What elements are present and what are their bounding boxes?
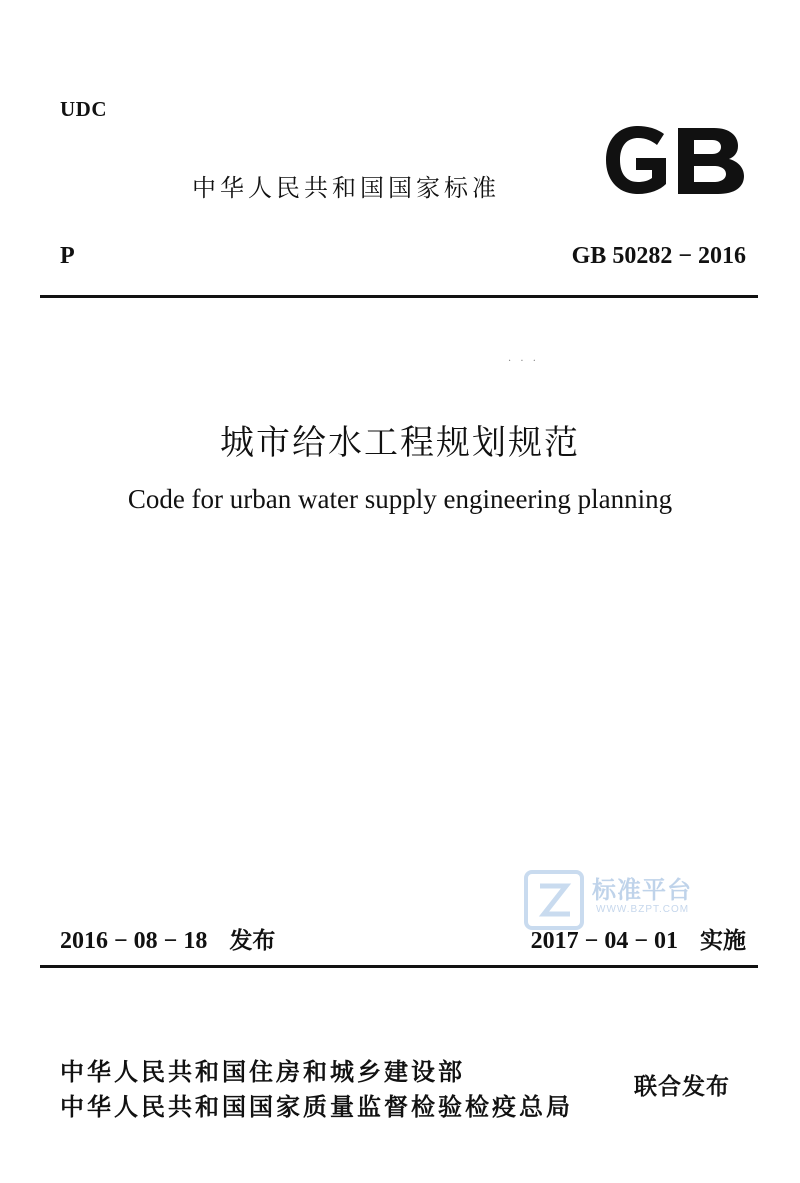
issuer-ministry: 中华人民共和国住房和城乡建设部 [60,1058,465,1086]
effective-date-line [531,922,746,955]
issue-date: 2016 − 08 − 18 [60,928,208,954]
gb-logo-icon [602,124,748,196]
issue-date-line [60,922,275,955]
classification-code: P [60,243,75,269]
issue-label: 发布 [229,928,276,954]
standard-number: GB 50282 − 2016 [571,243,746,269]
watermark-text: 标准平台 [592,876,692,904]
scan-speckle: · · · [508,356,539,367]
joint-issue-label: 联合发布 [634,1074,730,1100]
effective-label: 实施 [700,928,746,954]
issuer-aqsiq: 中华人民共和国国家质量监督检验检疫总局 [60,1093,573,1121]
title-chinese: 城市给水工程规划规范 [220,423,580,463]
bottom-divider [40,965,758,968]
top-divider [40,295,758,298]
watermark-url: WWW.BZPT.COM [596,904,690,915]
national-standard-heading: 中华人民共和国国家标准 [192,174,500,202]
title-english: Code for urban water supply engineering planning [127,484,673,514]
udc-label: UDC [60,97,107,121]
effective-date: 2017 − 04 − 01 [530,928,678,954]
